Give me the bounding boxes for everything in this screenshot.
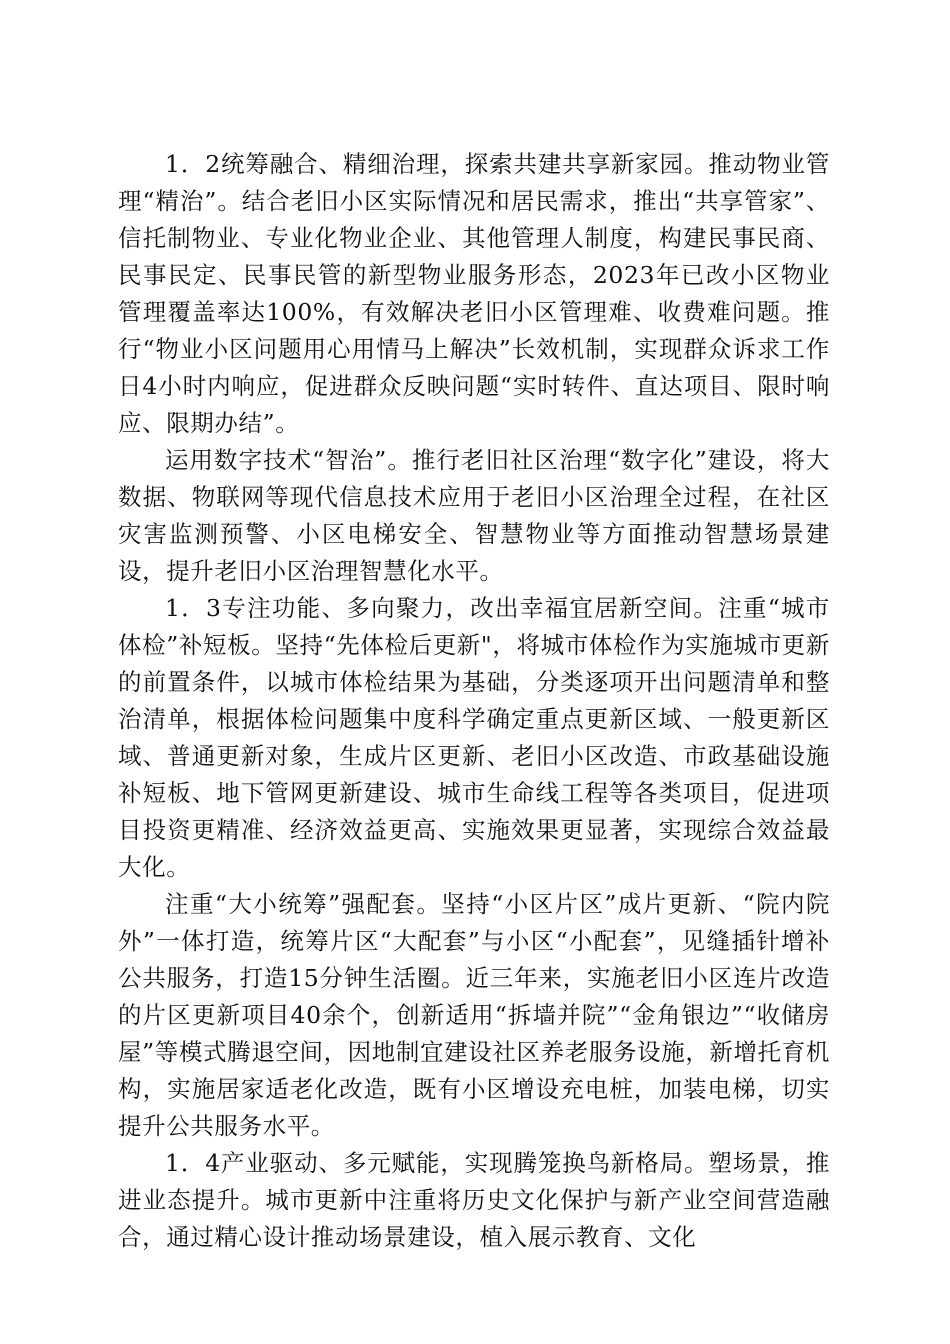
paragraph-supporting-facilities: 注重“大小统筹”强配套。坚持“小区片区”成片更新、“院内院外”一体打造，统筹片区“大配套”与小区“小配套”，见缝插针增补公共服务，打造15分钟生活圈。近三年来，实施老旧小区连片改造的片区更新项目40余个，创新适用“拆墙并院”“金角银边”“收储房屋”等模式腾退空间，因地制宜建设社区养老服务设施，新增托育机构，实施居家适老化改造，既有小区增设充电桩，加装电梯，切实提升公共服务水平。	[118, 890, 830, 1140]
paragraph-1-3-city-checkup: 1．3专注功能、多向聚力，改出幸福宜居新空间。注重“城市体检”补短板。坚持“先体检后更新"，将城市体检作为实施城市更新的前置条件，以城市体检结果为基础，分类逐项开出问题清单和整治清单，根据体检问题集中度科学确定重点更新区域、一般更新区域、普通更新对象，生成片区更新、老旧小区改造、市政基础设施补短板、地下管网更新建设、城市生命线工程等各类项目，促进项目投资更精准、经济效益更高、实施效果更显著，实现综合效益最大化。	[118, 594, 830, 881]
paragraph-1-2-property-governance: 1．2统筹融合、精细治理，探索共建共享新家园。推动物业管理“精治”。结合老旧小区实际情况和居民需求，推出“共享管家”、信托制物业、专业化物业企业、其他管理人制度，构建民事民商、民事民定、民事民管的新型物业服务形态，2023年已改小区物业管理覆盖率达100%，有效解决老旧小区管理难、收费难问题。推行“物业小区问题用心用情马上解决”长效机制，实现群众诉求工作日4小时内响应，促进群众反映问题“实时转件、直达项目、限时响应、限期办结”。	[118, 150, 830, 437]
paragraph-digital-governance: 运用数字技术“智治”。推行老旧社区治理“数字化”建设，将大数据、物联网等现代信息技术应用于老旧小区治理全过程，在社区灾害监测预警、小区电梯安全、智慧物业等方面推动智慧场景建设，提升老旧小区治理智慧化水平。	[118, 446, 830, 585]
paragraph-1-4-industry-driven: 1．4产业驱动、多元赋能，实现腾笼换鸟新格局。塑场景，推进业态提升。城市更新中注重将历史文化保护与新产业空间营造融合，通过精心设计推动场景建设，植入展示教育、文化	[118, 1149, 830, 1251]
body-text	[118, 146, 830, 1256]
